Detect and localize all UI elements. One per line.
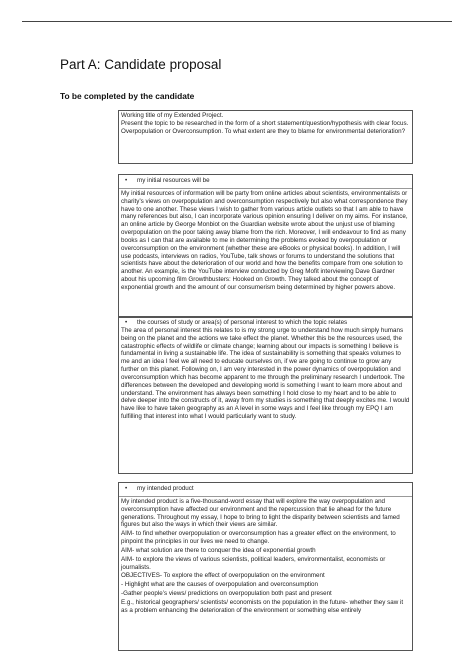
resources-text: My initial resources of information will be party from online articles about scientists, environmentalists or charity’s views on overpopulation and overconsumption respectively but also what correspondence they have to one another. These views I wish to gather from various article outlets so that I am able to have many references but also, I can incorporate various opinion ensuring I deliver on my aims. For instance, an online article by George Monbiot on the Guardian website wrote about the unjust use of blaming overpopulation on the poor taking away blame from the rich. Moreover, I will endeavour to find as many books as I can that are available to me in determining the problems evoked by overpopulation or overconsumption on the environment (whether these are eBooks or physical books). In addition, I will use podcasts, interviews on radios, YouTube, talk shows or forums to understand the solutions that scientists have about the deterioration of our world and how the benefits compare from one solution to another. An example, is the YouTube interview conducted by Greg Mofit interviewing Dave Gardner about his upcoming film Growthbusters: Hooked on Growth. They talked about the concept of exponential growth and the amount of our consumerism being determined by higher powers above.: [121, 189, 408, 291]
working-title-box: [118, 110, 413, 164]
product-section: [118, 482, 413, 651]
section-divider: [119, 496, 412, 497]
resources-section: [118, 174, 413, 317]
courses-heading: the courses of study or area(s) of personal interest to which the topic relates: [137, 319, 348, 326]
courses-text: The area of personal interest this relates to is my strong urge to understand how much simply humans being on the planet and the actions we take effect the planet. Whether this be the resources used, the catastrophic effects of wildlife or climate change; learning about our impacts is something I believe is fundamental in living a sustainable life. The idea of sustainability is something that speaks volumes to me and an idea I feel we all need to educate ourselves on, if we are going to continue to grow any further on this planet. Following on, I am very interested in the power dynamics of overpopulation and overconsumption which has become apparent to me through the preliminary research I undertook. The differences between the developed and developing world is something I want to learn more about and understand. The environment has always been something I hold close to my heart and to be able to delve deeper into the constructs of it, away from my studies is something that deeply excites me. I would have like to have taken geography as an A level in some ways and I feel like through my EPQ I am fulfilling that interest into what I would particularly want to study.: [121, 326, 410, 421]
bullet-icon: •: [125, 485, 128, 492]
courses-section: [118, 317, 413, 474]
resources-heading: my initial resources will be: [137, 177, 210, 184]
product-paragraph: E.g., historical geographers/ scientists/ economists on the population in the future- whether they saw it as a problem enhancing the deterioration of the environment or something else entirely: [121, 598, 404, 614]
working-title-label: Working title of my Extended Project.: [121, 112, 224, 119]
page-subtitle: To be completed by the candidate: [60, 91, 195, 101]
section-divider: [119, 188, 412, 189]
product-paragraph: My intended product is a five-thousand-word essay that will explore the way overpopulation and overconsumption have affected our environment and the repercussion that lie ahead for the future generations. Throughout my essay, I hope to bring to light the disparity between scientists and famed figures but also the ways in which their views are similar.: [121, 497, 400, 529]
product-paragraph: OBJECTIVES- To explore the effect of overpopulation on the environment: [121, 572, 325, 580]
top-rule: [22, 21, 452, 22]
bullet-icon: •: [125, 177, 128, 184]
product-paragraph: AIM- to explore the views of various scientists, political leaders, environmentalist, economists or journalists.: [121, 555, 386, 571]
bullet-icon: •: [125, 319, 128, 326]
page-title: Part A: Candidate proposal: [60, 57, 222, 72]
product-paragraph: AIM- what solution are there to conquer the idea of exponential growth: [121, 546, 316, 554]
working-title-text: Overpopulation or Overconsumption. To what extent are they to blame for environmental deterioration?: [121, 127, 406, 135]
working-title-instruction: Present the topic to be researched in the form of a short statement/question/hypothesis with clear focus.: [121, 119, 409, 127]
product-paragraph: - Highlight what are the causes of overpopulation and overconsumption: [121, 581, 318, 589]
product-paragraph: AIM- to find whether overpopulation or overconsumption has a greater effect on the environment, to pinpoint the principles in our lives we need to change.: [121, 530, 396, 546]
product-paragraph: -Gather people’s views/ predictions on overpopulation both past and present: [121, 590, 332, 598]
product-heading: my intended product: [137, 485, 194, 492]
